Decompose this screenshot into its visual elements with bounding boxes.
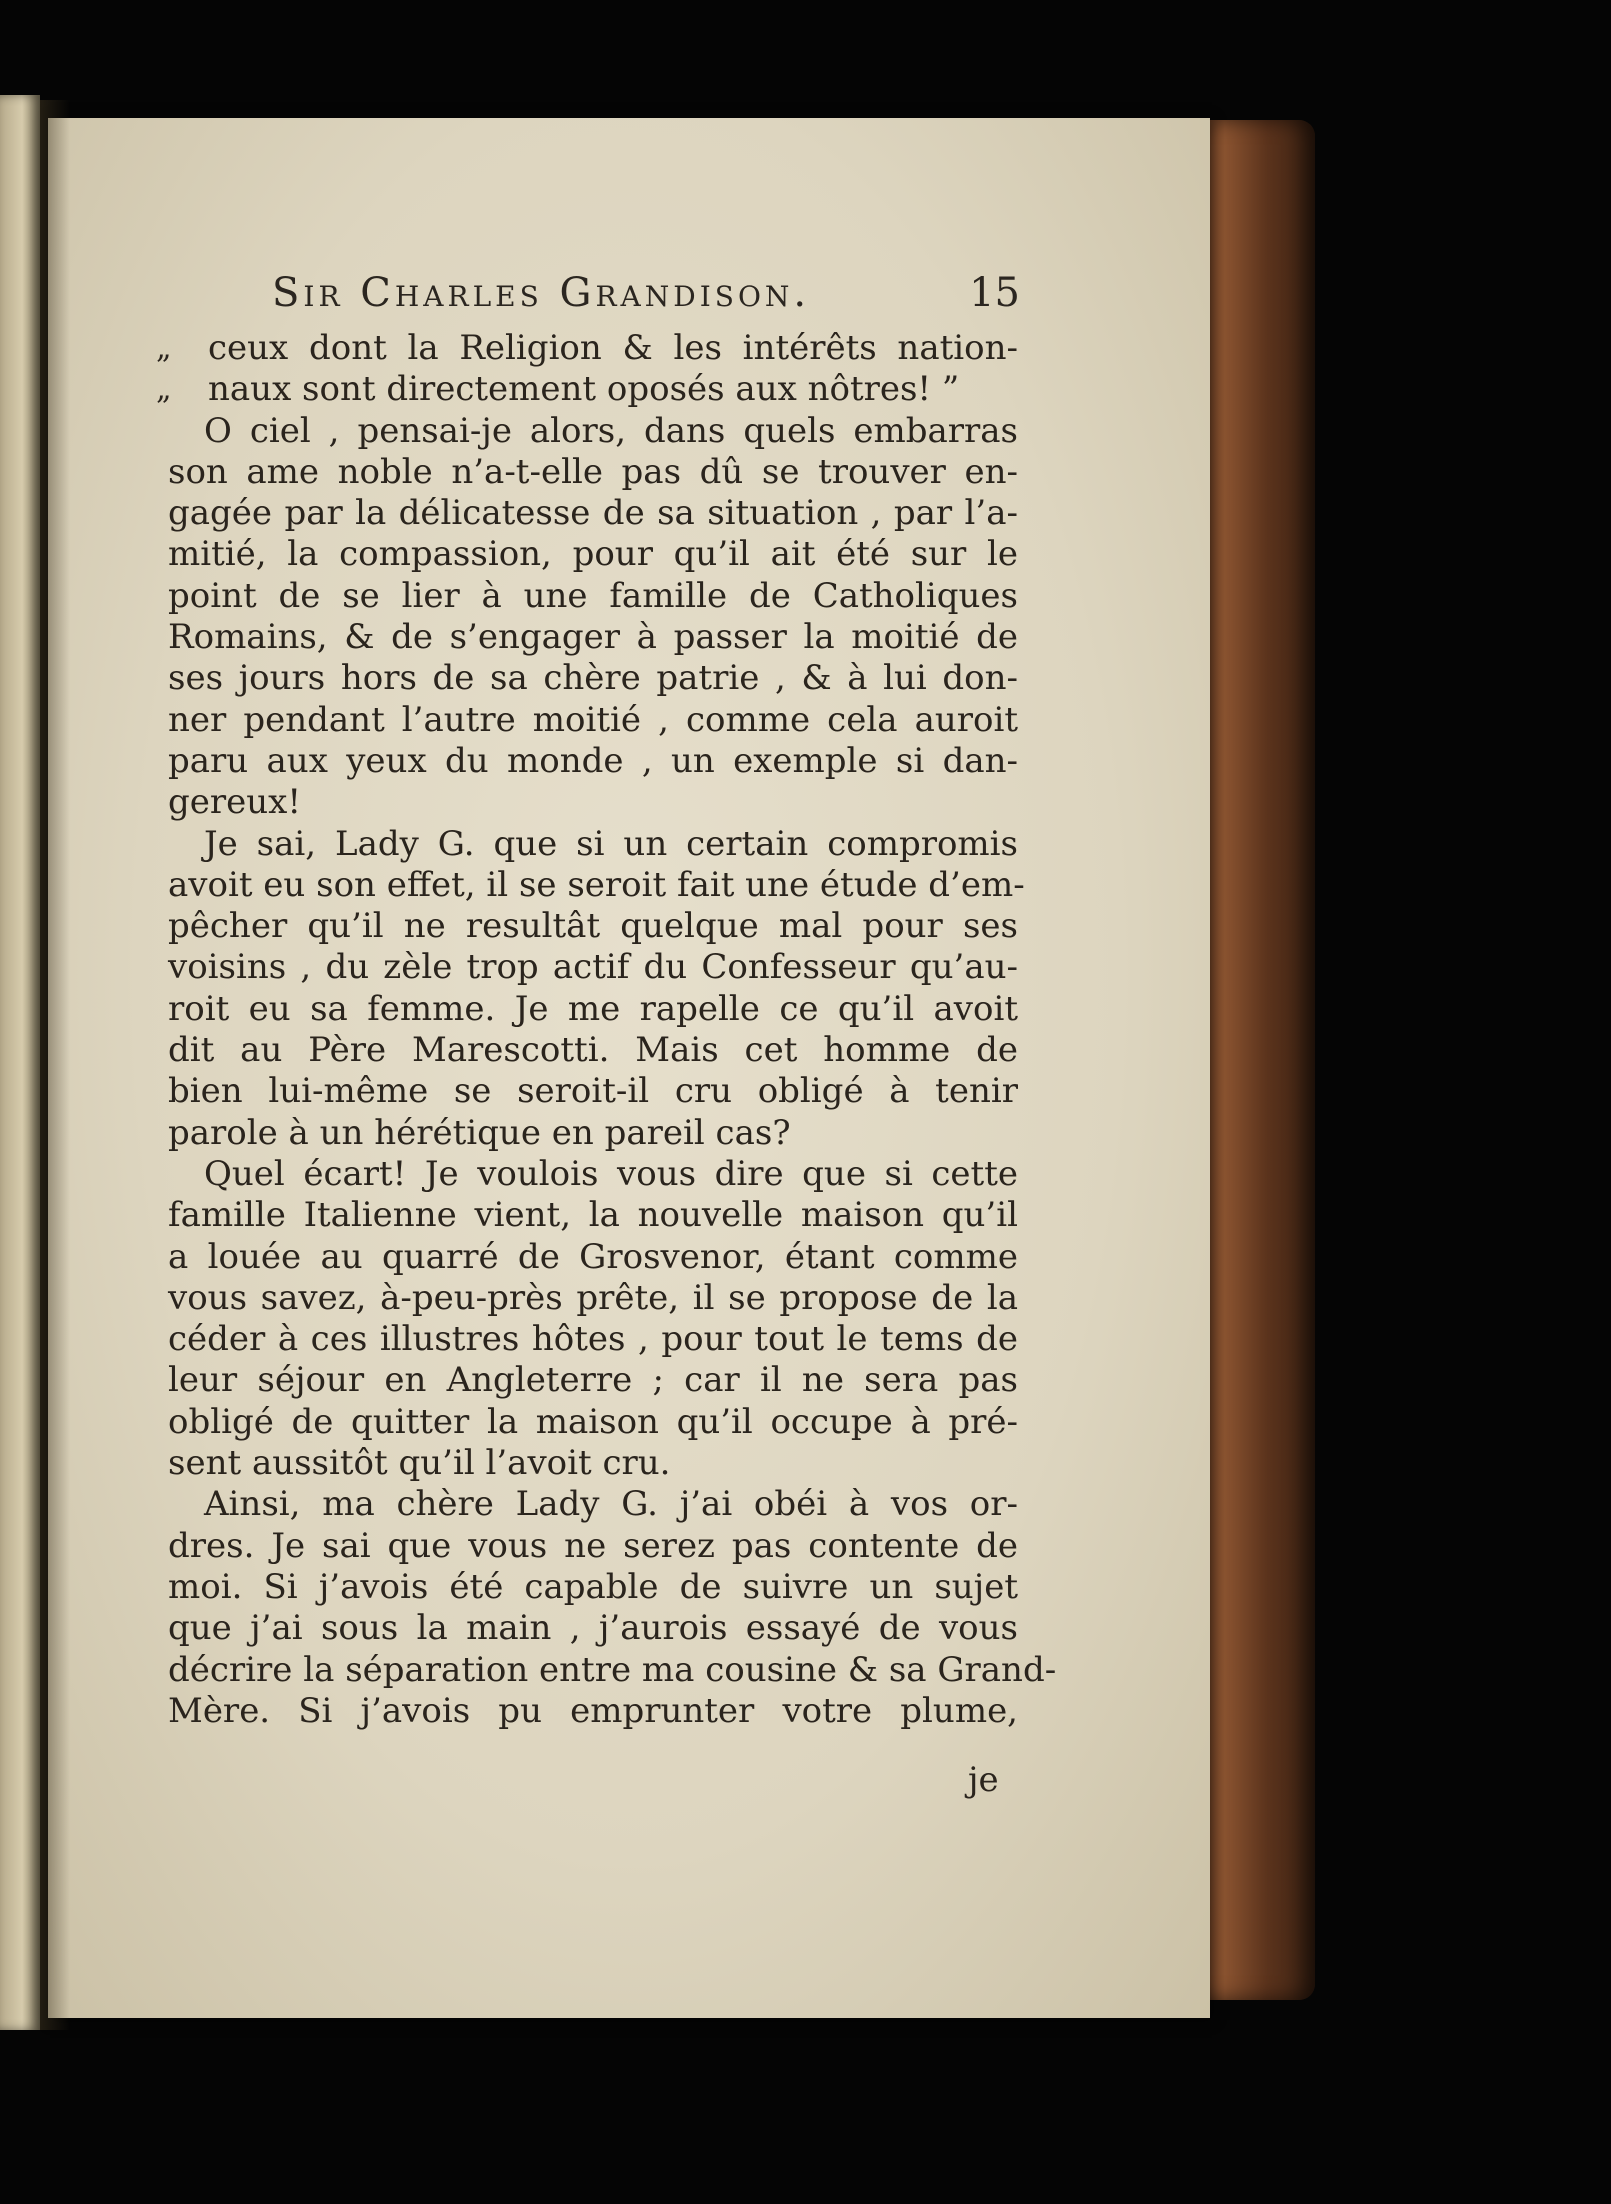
quote-mark-icon: „ [156, 372, 172, 408]
book-cover-edge [1195, 120, 1315, 2000]
text-line [168, 1071, 1018, 1112]
text-line-content: céder à ces illustres hôtes , pour tout le tems de [168, 1319, 1018, 1360]
text-line-content: paru aux yeux du monde , un exemple si dan- [168, 740, 1018, 781]
text-line [168, 1608, 1018, 1649]
text-line-content: Romains, & de s’engager à passer la moitié de [168, 617, 1018, 658]
text-line [168, 1567, 1018, 1608]
text-line [168, 824, 1018, 865]
text-line [168, 782, 1018, 823]
text-line [168, 906, 1018, 947]
text-line-content: O ciel , pensai-je alors, dans quels embarras [204, 410, 1018, 451]
text-line-content: mitié, la compassion, pour qu’il ait été sur le [168, 534, 1018, 575]
text-line-content: vous savez, à-peu-près prête, il se propose de la [168, 1277, 1018, 1318]
text-line-content: famille Italienne vient, la nouvelle maison qu’il [168, 1195, 1018, 1236]
body-text [156, 328, 1057, 1732]
text-line-content: Quel écart! Je voulois vous dire que si cette [204, 1153, 1018, 1194]
text-line [168, 534, 1018, 575]
text-line-content: pêcher qu’il ne resultât quelque mal pour ses [168, 906, 1018, 947]
text-line [168, 1319, 1018, 1360]
text-line-content: décrire la séparation entre ma cousine & sa Grand- [168, 1649, 1057, 1690]
text-line [168, 411, 1018, 452]
text-line [156, 369, 1018, 410]
catchword: je [968, 1760, 999, 1800]
facing-page-edge [0, 95, 40, 2030]
text-line [168, 1237, 1018, 1278]
quote-mark-icon: „ [156, 331, 172, 366]
text-line [168, 1526, 1018, 1567]
text-line [168, 1402, 1018, 1443]
text-line-content: parole à un hérétique en pareil cas? [168, 1112, 791, 1153]
text-line-content: son ame noble n’a-t-elle pas dû se trouver en- [168, 451, 1018, 492]
text-line-content: Je sai, Lady G. que si un certain compromis [204, 823, 1018, 864]
text-line-content: moi. Si j’avois été capable de suivre un sujet [168, 1566, 1018, 1607]
text-line-content: point de se lier à une famille de Catholiques [168, 575, 1018, 616]
text-line-content: sent aussitôt qu’il l’avoit cru. [168, 1443, 671, 1484]
text-line [168, 493, 1018, 534]
text-line-content: dres. Je sai que vous ne serez pas contente de [168, 1525, 1018, 1566]
text-line [168, 658, 1018, 699]
running-head [220, 270, 1020, 320]
text-line-content: ses jours hors de sa chère patrie , & à lui don- [168, 658, 1018, 699]
text-line-content: bien lui-même se seroit-il cru obligé à tenir [168, 1071, 1018, 1112]
text-line-content: dit au Père Marescotti. Mais cet homme de [168, 1030, 1018, 1071]
text-line [168, 1360, 1018, 1401]
text-line [168, 1154, 1018, 1195]
text-line [168, 864, 1025, 906]
text-line [168, 989, 1018, 1030]
text-line-content: leur séjour en Angleterre ; car il ne sera pas [168, 1360, 1018, 1401]
text-line [168, 617, 1018, 658]
page-number: 15 [969, 270, 1020, 316]
text-line [168, 1484, 1018, 1525]
text-line [168, 700, 1018, 741]
text-line-content: Ainsi, ma chère Lady G. j’ai obéi à vos or- [204, 1484, 1018, 1525]
text-line [168, 1113, 1018, 1154]
text-line [168, 1691, 1018, 1732]
text-line [168, 1195, 1018, 1236]
text-line-content: a louée au quarré de Grosvenor, étant comme [168, 1236, 1018, 1277]
text-line-content: que j’ai sous la main , j’aurois essayé de vous [168, 1608, 1018, 1649]
text-line [168, 1030, 1018, 1071]
text-line [156, 328, 1018, 369]
text-line [168, 1278, 1018, 1319]
text-line-content: gagée par la délicatesse de sa situation , par l’a- [168, 493, 1018, 534]
text-line [168, 947, 1018, 988]
text-line-content: naux sont directement oposés aux nôtres! ” [208, 369, 960, 410]
text-line-content: gereux! [168, 782, 301, 823]
text-line [168, 741, 1018, 782]
text-line-content: Mère. Si j’avois pu emprunter votre plume, [168, 1690, 1018, 1731]
text-line [168, 452, 1018, 493]
text-line-content: roit eu sa femme. Je me rapelle ce qu’il avoit [168, 988, 1018, 1029]
text-line-content: voisins , du zèle trop actif du Confesseur qu’au- [168, 947, 1018, 988]
text-line-content: ceux dont la Religion & les intérêts nation- [208, 328, 1018, 368]
text-line-content: ner pendant l’autre moitié , comme cela auroit [168, 699, 1018, 740]
text-line [168, 576, 1018, 617]
running-title: Sir Charles Grandison. [272, 270, 811, 316]
text-line [168, 1443, 1018, 1484]
text-line-content: avoit eu son effet, il se seroit fait une étude d’em- [168, 864, 1025, 905]
text-line [168, 1649, 1057, 1691]
text-line-content: obligé de quitter la maison qu’il occupe à pré- [168, 1401, 1018, 1442]
